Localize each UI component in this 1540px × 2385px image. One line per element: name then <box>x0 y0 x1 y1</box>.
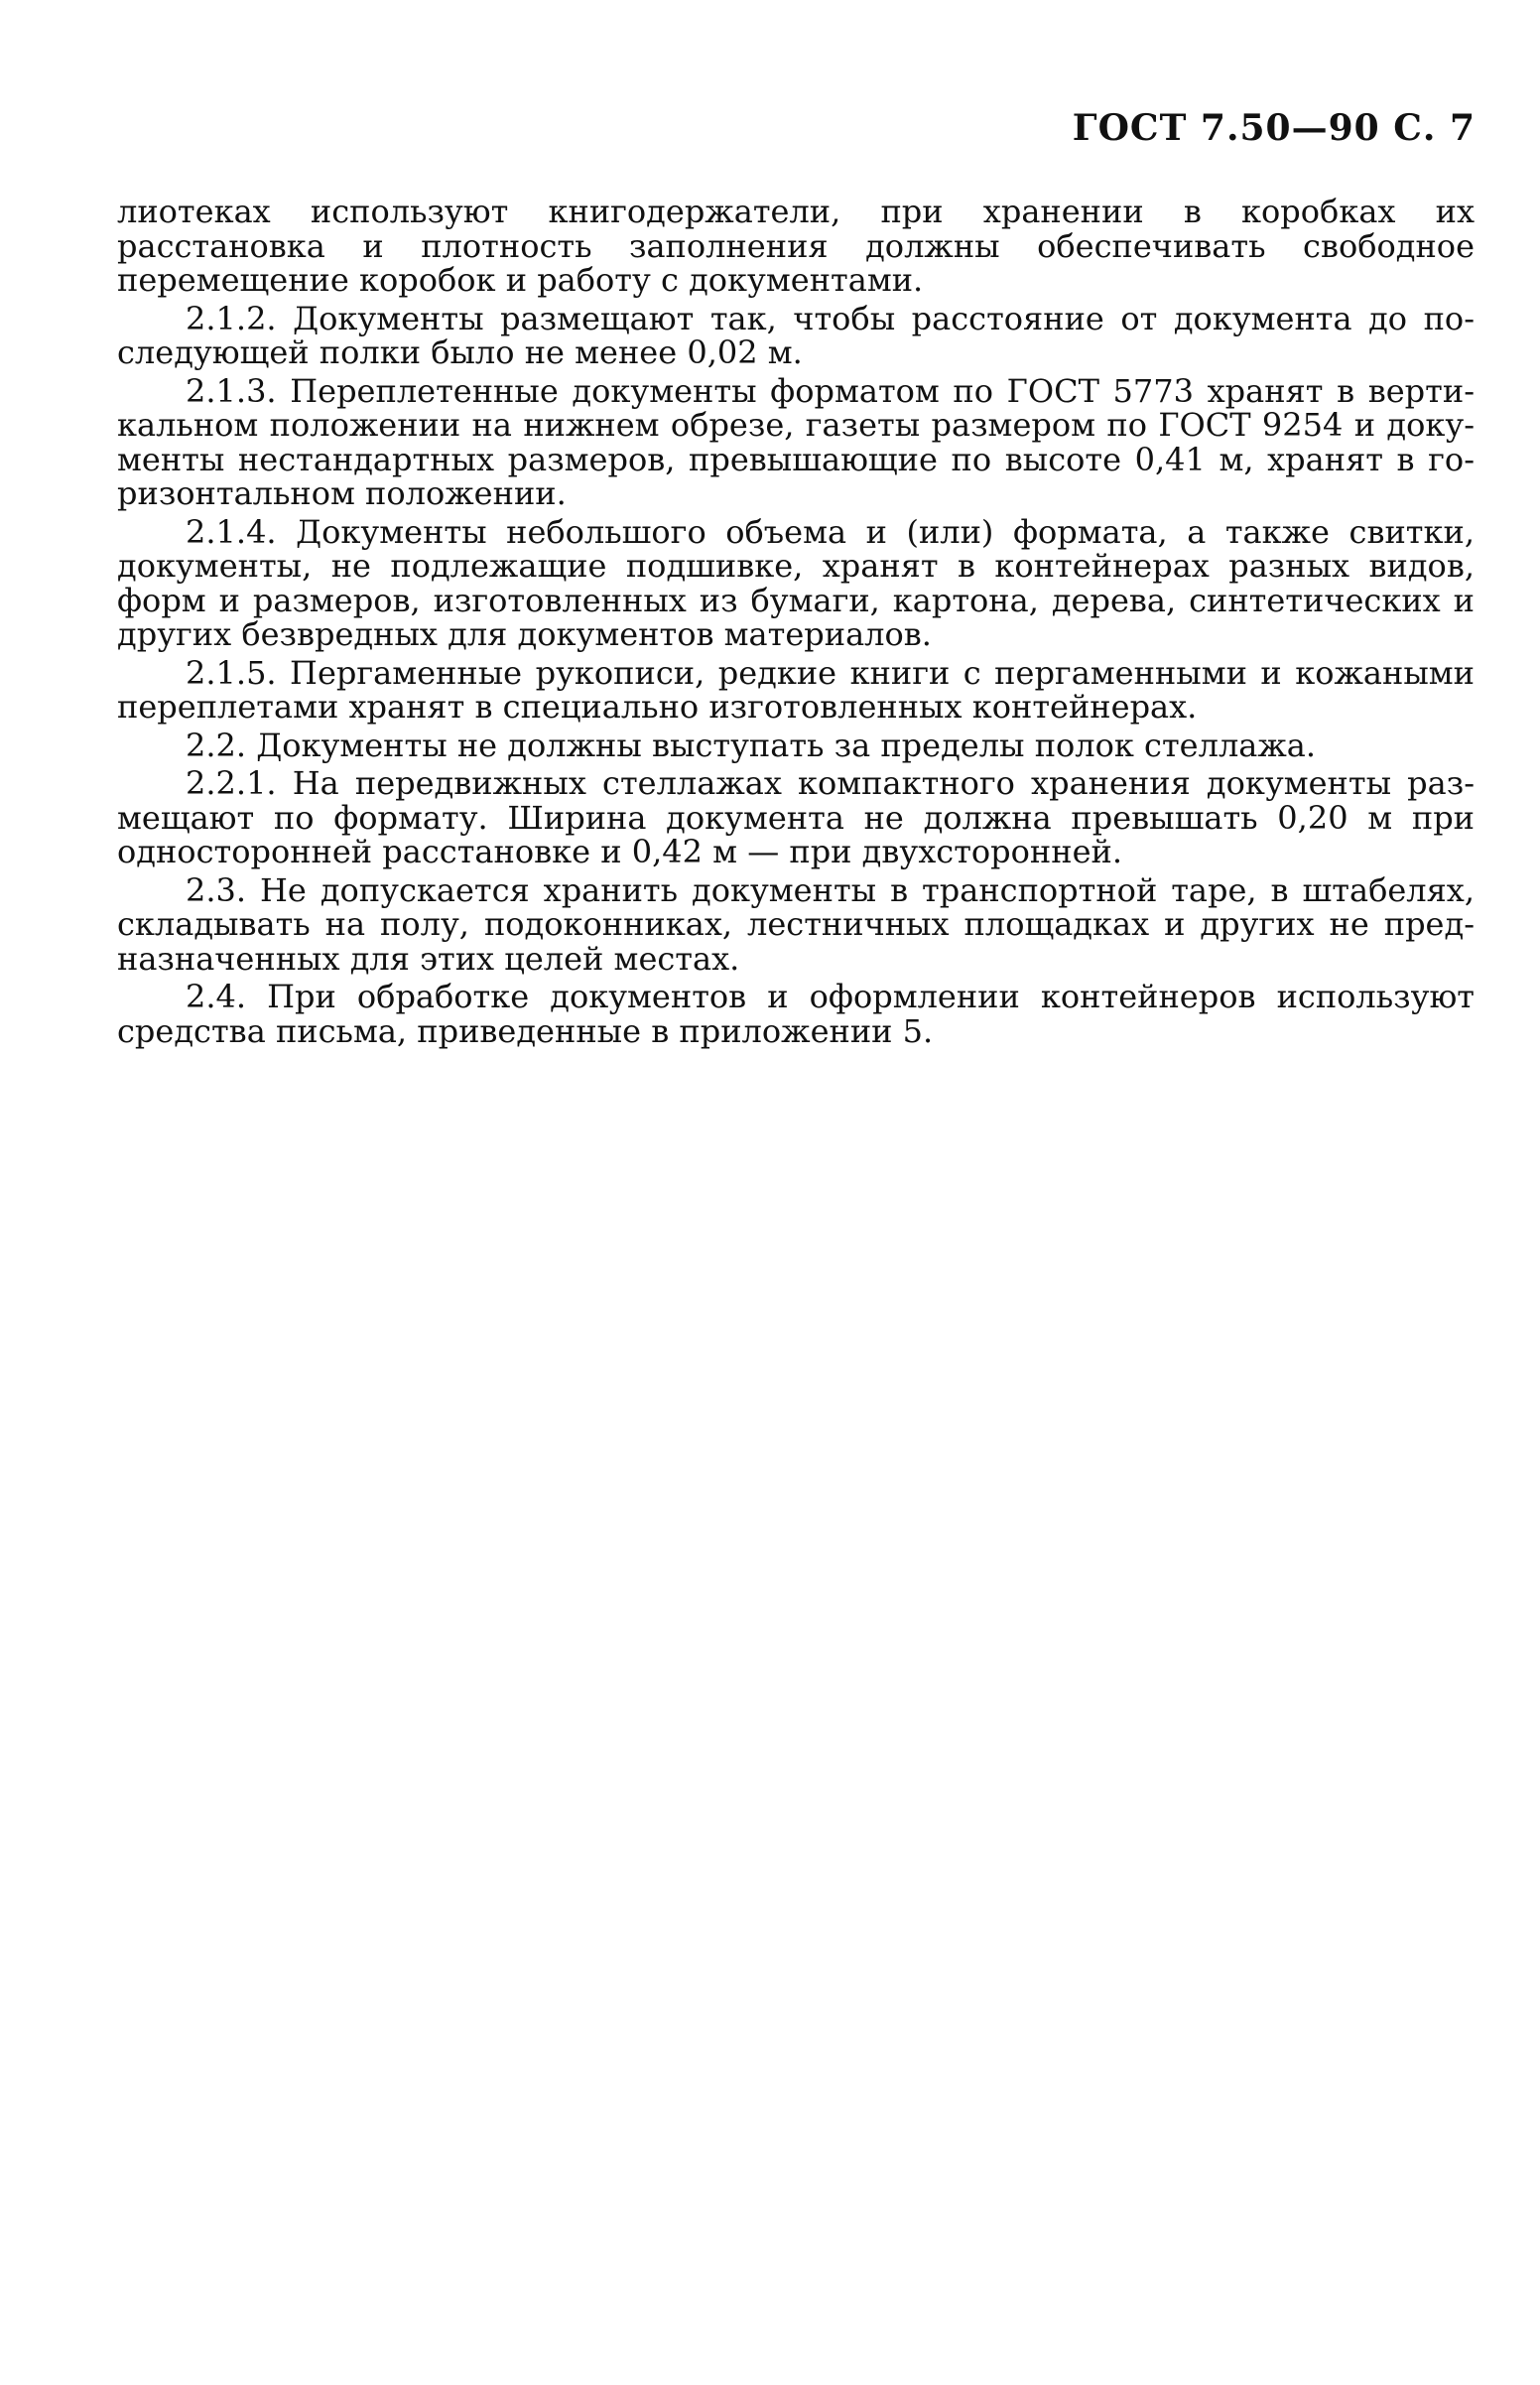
paragraph-2-1-3: 2.1.3. Переплетенные документы форматом по ГОСТ 5773 хранят в вертикальном положении на нижнем обрезе, газеты размером по ГОСТ 9254 и документы нестандартных размеров, превышающие по высоте 0,41 м, хранят в горизонтальном положении. <box>117 371 1475 512</box>
paragraph-2-3: 2.3. Не допускается хранить документы в транспортной таре, в штабелях, складывать на полу, подоконниках, лестничных площадках и других не предназначенных для этих целей местах. <box>117 870 1475 978</box>
page-header: ГОСТ 7.50—90 С. 7 <box>1072 107 1476 149</box>
paragraph-2-1-4: 2.1.4. Документы небольшого объема и (или) формата, а также свитки, документы, не подлежащие подшивке, хранят в контейнерах разных видов, форм и размеров, изготовленных из бумаги, картона, дерева, синтетических и других безвредных для документов материалов. <box>117 512 1475 653</box>
paragraph-2-1-2: 2.1.2. Документы размещают так, чтобы расстояние от документа до последующей полки было не менее 0,02 м. <box>117 299 1475 371</box>
paragraph-2-2-1: 2.2.1. На передвижных стеллажах компактного хранения документы размещают по формату. Ширина документа не должна превышать 0,20 м при односторонней расстановке и 0,42 м — при двухсторонней. <box>117 764 1475 870</box>
paragraph-2-4: 2.4. При обработке документов и оформлении контейнеров используют средства письма, приведенные в приложении 5. <box>117 978 1475 1050</box>
document-body <box>117 195 1475 1052</box>
paragraph-2-1-5: 2.1.5. Пергаменные рукописи, редкие книги с пергаменными и кожаными переплетами хранят в специально изготовленных контейнерах. <box>117 653 1475 726</box>
paragraph-continuation: лиотеках используют книгодержатели, при хранении в коробках их расстановка и плотность заполнения должны обеспечивать свободное перемещение коробок и работу с документами. <box>117 193 1475 299</box>
paragraph-2-2: 2.2. Документы не должны выступать за пределы полок стеллажа. <box>186 726 1317 764</box>
